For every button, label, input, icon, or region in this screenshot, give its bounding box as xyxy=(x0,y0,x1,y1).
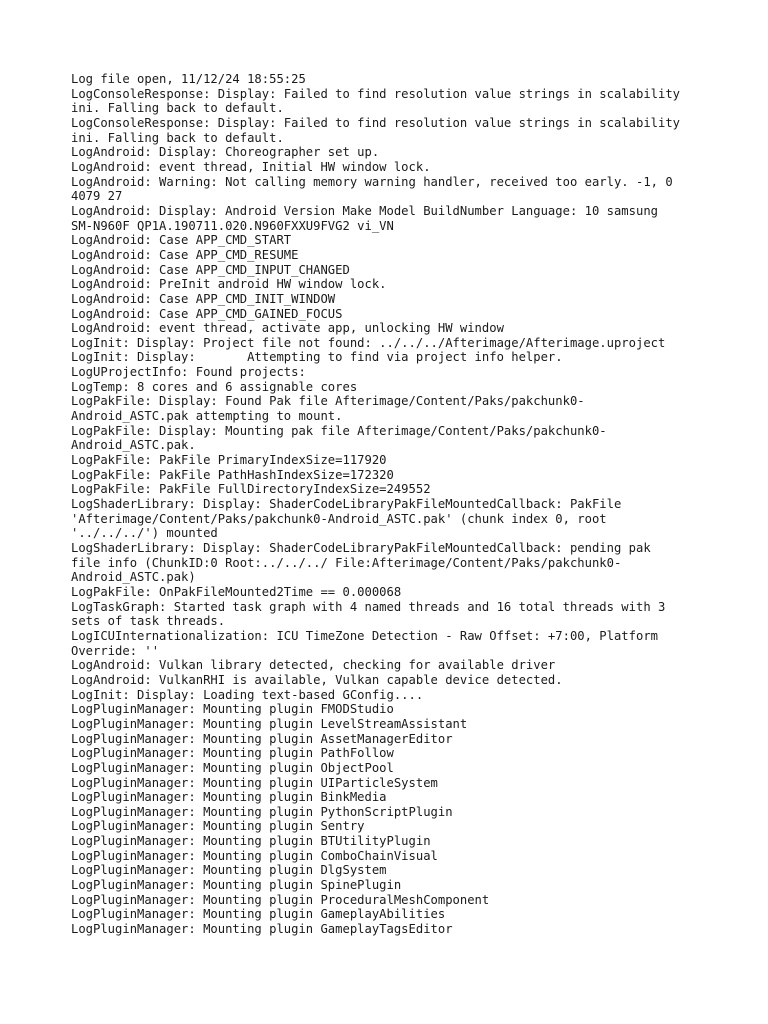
log-line: '../../../') mounted xyxy=(71,526,218,541)
log-line: LogPluginManager: Mounting plugin Sentry xyxy=(71,819,365,834)
log-line: Android_ASTC.pak. xyxy=(71,438,196,453)
log-line: LogAndroid: Vulkan library detected, checking for available driver xyxy=(71,658,556,673)
log-line: file info (ChunkID:0 Root:../../../ File:Afterimage/Content/Paks/pakchunk0- xyxy=(71,555,622,570)
log-line: Log file open, 11/12/24 18:55:25 xyxy=(71,72,306,86)
log-line: LogPluginManager: Mounting plugin ObjectPool xyxy=(71,760,394,775)
log-line: LogConsoleResponse: Display: Failed to find resolution value strings in scalability xyxy=(71,86,681,101)
log-line: LogShaderLibrary: Display: ShaderCodeLibraryPakFileMountedCallback: pending pak xyxy=(71,541,651,555)
log-line: LogPluginManager: Mounting plugin LevelStreamAssistant xyxy=(71,716,468,731)
log-line: LogTaskGraph: Started task graph with 4 named threads and 16 total threads with 3 xyxy=(71,599,666,614)
log-line: LogPluginManager: Mounting plugin GameplayAbilities xyxy=(71,907,446,922)
log-line: LogAndroid: event thread, activate app, unlocking HW window xyxy=(71,321,504,336)
log-line: LogPakFile: PakFile PrimaryIndexSize=117920 xyxy=(71,453,387,468)
log-line: LogPluginManager: Mounting plugin DlgSystem xyxy=(71,863,387,878)
log-line: LogPluginManager: Mounting plugin UIParticleSystem xyxy=(71,775,438,790)
log-line: LogPluginManager: Mounting plugin ComboChainVisual xyxy=(71,848,438,863)
log-line: LogAndroid: Case APP_CMD_INPUT_CHANGED xyxy=(71,262,350,277)
log-line: LogConsoleResponse: Display: Failed to find resolution value strings in scalability xyxy=(71,115,681,130)
log-line: LogAndroid: Case APP_CMD_RESUME xyxy=(71,247,299,262)
log-line: LogUProjectInfo: Found projects: xyxy=(71,365,306,380)
log-line: sets of task threads. xyxy=(71,614,226,629)
log-line: LogInit: Display: Loading text-based GConfig.... xyxy=(71,687,424,702)
log-line: ini. Falling back to default. xyxy=(71,101,284,116)
log-line: ini. Falling back to default. xyxy=(71,130,284,145)
log-line: LogPluginManager: Mounting plugin ProceduralMeshComponent xyxy=(71,892,490,907)
log-line: 4079 27 xyxy=(71,189,123,204)
log-line: LogPakFile: PakFile PathHashIndexSize=172320 xyxy=(71,467,394,482)
log-line: LogPluginManager: Mounting plugin PythonScriptPlugin xyxy=(71,804,453,819)
log-line: SM-N960F QP1A.190711.020.N960FXXU9FVG2 vi_VN xyxy=(71,218,394,233)
log-line: LogAndroid: Warning: Not calling memory warning handler, received too early. -1, 0 xyxy=(71,174,673,189)
log-line: LogAndroid: VulkanRHI is available, Vulkan capable device detected. xyxy=(71,672,563,687)
log-line: LogPluginManager: Mounting plugin SpinePlugin xyxy=(71,878,402,893)
log-line: LogPakFile: Display: Mounting pak file Afterimage/Content/Paks/pakchunk0- xyxy=(71,423,607,438)
log-line: LogAndroid: Case APP_CMD_START xyxy=(71,233,292,248)
log-line: LogPluginManager: Mounting plugin FMODStudio xyxy=(71,702,394,717)
log-line: LogPluginManager: Mounting plugin BinkMedia xyxy=(71,790,387,805)
log-line: LogPluginManager: Mounting plugin PathFollow xyxy=(71,746,394,761)
log-line: LogAndroid: Case APP_CMD_GAINED_FOCUS xyxy=(71,306,343,321)
log-line: LogAndroid: PreInit android HW window lock. xyxy=(71,277,387,292)
log-text-block xyxy=(71,72,711,937)
log-line: LogPluginManager: Mounting plugin BTUtilityPlugin xyxy=(71,834,431,849)
log-line: Override: '' xyxy=(71,643,160,658)
log-line: LogInit: Display: Project file not found: ../../../Afterimage/Afterimage.uproject xyxy=(71,335,666,350)
log-line: LogAndroid: event thread, Initial HW window lock. xyxy=(71,159,431,174)
log-line: Android_ASTC.pak attempting to mount. xyxy=(71,409,343,424)
log-line: LogPluginManager: Mounting plugin AssetManagerEditor xyxy=(71,731,453,746)
log-line: LogPakFile: PakFile FullDirectoryIndexSize=249552 xyxy=(71,482,431,497)
log-line: LogAndroid: Case APP_CMD_INIT_WINDOW xyxy=(71,291,336,306)
log-line: Android_ASTC.pak) xyxy=(71,570,196,585)
log-line: LogPluginManager: Mounting plugin GameplayTagsEditor xyxy=(71,922,453,937)
log-line: LogTemp: 8 cores and 6 assignable cores xyxy=(71,379,358,394)
log-line: LogICUInternationalization: ICU TimeZone Detection - Raw Offset: +7:00, Platform xyxy=(71,628,658,643)
log-line: LogInit: Display: Attempting to find via project info helper. xyxy=(71,350,563,365)
log-line: LogAndroid: Display: Android Version Make Model BuildNumber Language: 10 samsung xyxy=(71,203,658,218)
log-line: LogPakFile: OnPakFileMounted2Time == 0.000068 xyxy=(71,584,402,599)
log-line: 'Afterimage/Content/Paks/pakchunk0-Android_ASTC.pak' (chunk index 0, root xyxy=(71,511,607,526)
log-line: LogShaderLibrary: Display: ShaderCodeLibraryPakFileMountedCallback: PakFile xyxy=(71,497,622,512)
log-line: LogPakFile: Display: Found Pak file Afterimage/Content/Paks/pakchunk0- xyxy=(71,394,585,409)
log-line: LogAndroid: Display: Choreographer set up. xyxy=(71,145,380,160)
